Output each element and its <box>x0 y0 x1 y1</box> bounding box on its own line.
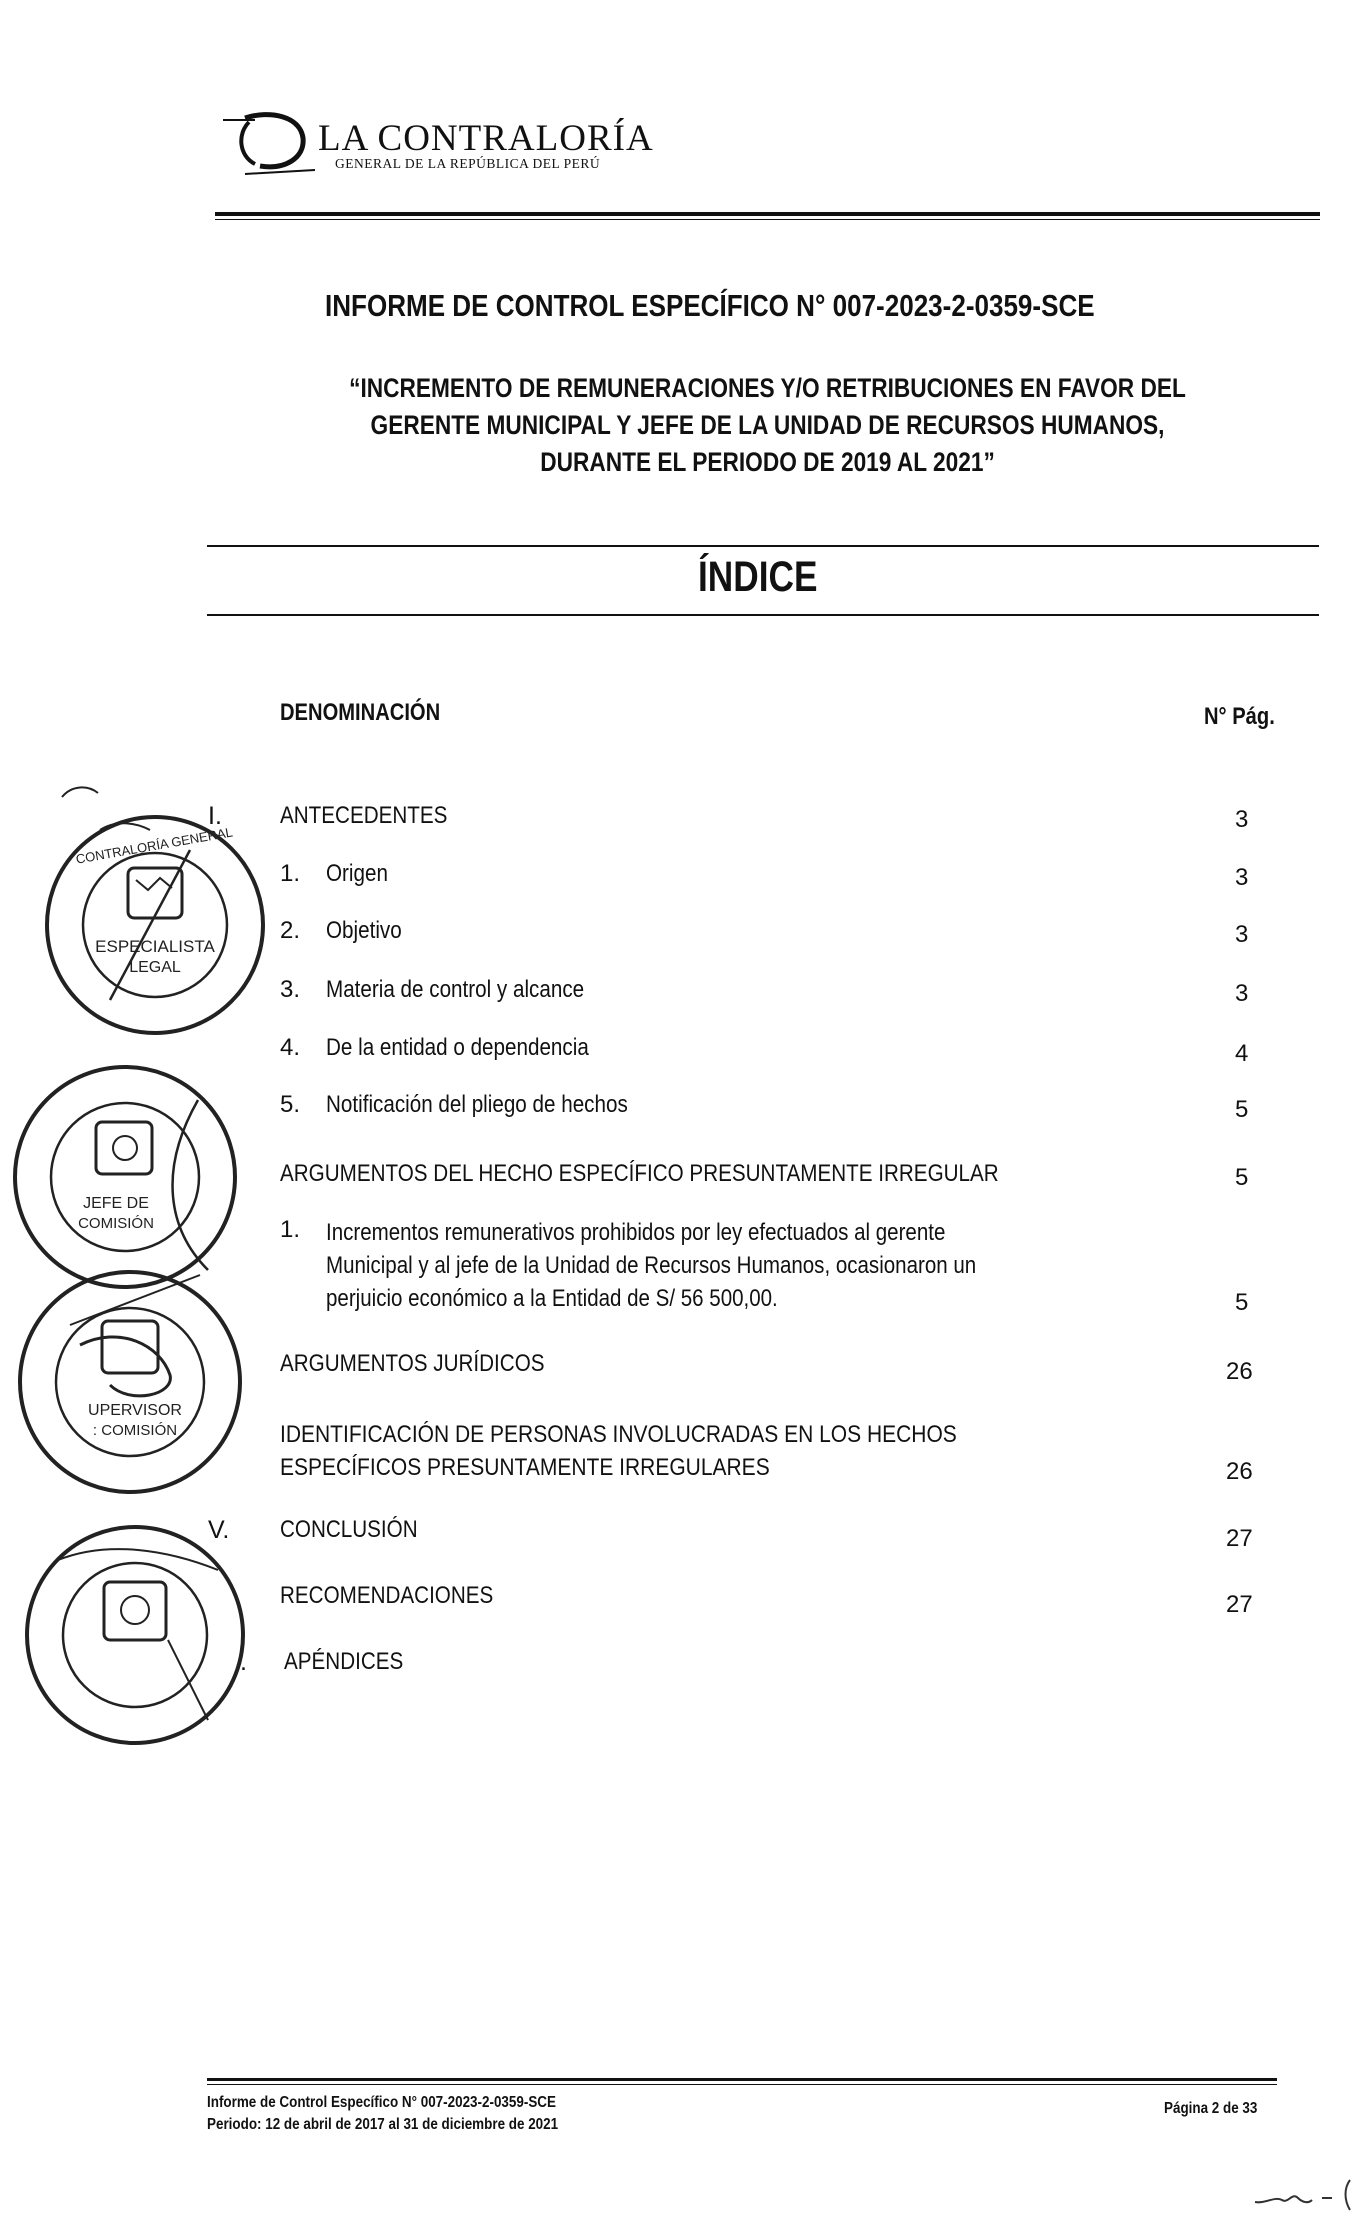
official-seal-jefe-comision <box>8 1060 243 1295</box>
toc-page-number: 26 <box>1226 1458 1253 1485</box>
index-heading: ÍNDICE <box>698 553 818 601</box>
footer-rule-thin <box>207 2084 1277 2085</box>
toc-subitem-num: 3. <box>280 976 301 1003</box>
report-title: INFORME DE CONTROL ESPECÍFICO N° 007-2023-2-0359-SCE <box>325 288 1095 323</box>
seal-stamp-icon <box>40 810 270 1040</box>
header-rule <box>215 212 1320 216</box>
seal-center-text: ESPECIALISTA <box>95 937 215 956</box>
seal-stamp-icon <box>10 1265 250 1500</box>
index-rule-top <box>207 545 1319 547</box>
toc-subitem-num: 5. <box>280 1091 301 1118</box>
handwritten-initials <box>1250 2174 1360 2214</box>
toc-section-title: APÉNDICES <box>284 1648 404 1675</box>
toc-subitem-line: Incrementos remunerativos prohibidos por ley efectuados al gerente <box>326 1219 946 1246</box>
toc-section-title: ARGUMENTOS JURÍDICOS <box>280 1350 545 1377</box>
toc-section-title <box>280 1418 1100 1484</box>
toc-subitem-line: perjuicio económico a la Entidad de S/ 56 500,00. <box>326 1285 778 1312</box>
toc-column-page: N° Pág. <box>1204 703 1275 730</box>
toc-section-roman: V. <box>208 1516 230 1544</box>
subtitle-line: DURANTE EL PERIODO DE 2019 AL 2021” <box>540 447 995 477</box>
official-seal-oci <box>18 1520 253 1750</box>
toc-subitem-num: 2. <box>280 917 301 944</box>
margin-mark <box>60 783 100 801</box>
toc-subitem-paragraph <box>326 1216 1086 1315</box>
toc-subitem-text: Objetivo <box>326 917 402 944</box>
toc-subitem-num: 1. <box>280 1216 301 1243</box>
toc-subitem-num: 4. <box>280 1034 301 1061</box>
toc-page-number: 3 <box>1235 980 1249 1007</box>
toc-section-title: CONCLUSIÓN <box>280 1516 418 1543</box>
toc-section-title: ARGUMENTOS DEL HECHO ESPECÍFICO PRESUNTAMENTE IRREGULAR <box>280 1160 999 1187</box>
svg-text:CONTRALORÍA GENERAL: CONTRALORÍA GENERAL <box>74 824 234 867</box>
toc-page-number: 5 <box>1235 1096 1249 1123</box>
subtitle-line: GERENTE MUNICIPAL Y JEFE DE LA UNIDAD DE RECURSOS HUMANOS, <box>370 410 1165 440</box>
index-rule-bottom <box>207 614 1319 616</box>
toc-page-number: 3 <box>1235 921 1249 948</box>
toc-subitem-line: Municipal y al jefe de la Unidad de Recursos Humanos, ocasionaron un <box>326 1252 977 1279</box>
official-seal-supervisor <box>10 1265 250 1500</box>
toc-subitem-text: Origen <box>326 860 388 887</box>
toc-section-title-line: IDENTIFICACIÓN DE PERSONAS INVOLUCRADAS EN LOS HECHOS <box>280 1421 957 1448</box>
seal-stamp-icon <box>8 1060 243 1295</box>
toc-column-label: DENOMINACIÓN <box>280 699 441 726</box>
seal-center-text: UPERVISOR <box>88 1402 182 1419</box>
footer-report-id: Informe de Control Específico N° 007-2023-2-0359-SCE <box>207 2094 556 2111</box>
toc-subitem-text: Notificación del pliego de hechos <box>326 1091 628 1118</box>
footer-page-label: Página 2 de 33 <box>1164 2100 1258 2117</box>
toc-page-number: 26 <box>1226 1358 1253 1385</box>
subtitle-line: “INCREMENTO DE REMUNERACIONES Y/O RETRIBUCIONES EN FAVOR DEL <box>349 373 1186 403</box>
toc-section-title-line: ESPECÍFICOS PRESUNTAMENTE IRREGULARES <box>280 1454 770 1481</box>
toc-page-number: 27 <box>1226 1525 1253 1552</box>
seal-center-text: COMISIÓN <box>78 1215 154 1232</box>
toc-page-number: 3 <box>1235 806 1249 833</box>
toc-section-roman: I. <box>208 802 222 830</box>
official-seal-especialista <box>40 810 270 1040</box>
toc-page-number: 3 <box>1235 864 1249 891</box>
report-subtitle <box>240 370 1295 481</box>
toc-page-number: 5 <box>1235 1289 1249 1316</box>
toc-subitem-num: 1. <box>280 860 301 887</box>
toc-subitem-text: De la entidad o dependencia <box>326 1034 589 1061</box>
toc-page-number: 4 <box>1235 1040 1249 1067</box>
toc-section-title: RECOMENDACIONES <box>280 1582 494 1609</box>
header-rule-thin <box>215 219 1320 220</box>
toc-section-title: ANTECEDENTES <box>280 802 448 829</box>
logo-title: LA CONTRALORÍA <box>318 118 654 159</box>
toc-page-number: 5 <box>1235 1164 1249 1191</box>
seal-stamp-icon <box>18 1520 253 1750</box>
logo-subtitle: GENERAL DE LA REPÚBLICA DEL PERÚ <box>335 156 601 171</box>
seal-center-text: LEGAL <box>129 959 181 976</box>
footer-rule <box>207 2078 1277 2081</box>
footer-period: Periodo: 12 de abril de 2017 al 31 de diciembre de 2021 <box>207 2116 559 2133</box>
toc-page-number: 27 <box>1226 1591 1253 1618</box>
contraloria-logo-icon <box>215 108 315 180</box>
seal-center-text: JEFE DE <box>83 1195 149 1212</box>
toc-section-roman: . <box>240 1648 247 1676</box>
toc-subitem-text: Materia de control y alcance <box>326 976 585 1003</box>
seal-center-text: : COMISIÓN <box>92 1422 178 1439</box>
